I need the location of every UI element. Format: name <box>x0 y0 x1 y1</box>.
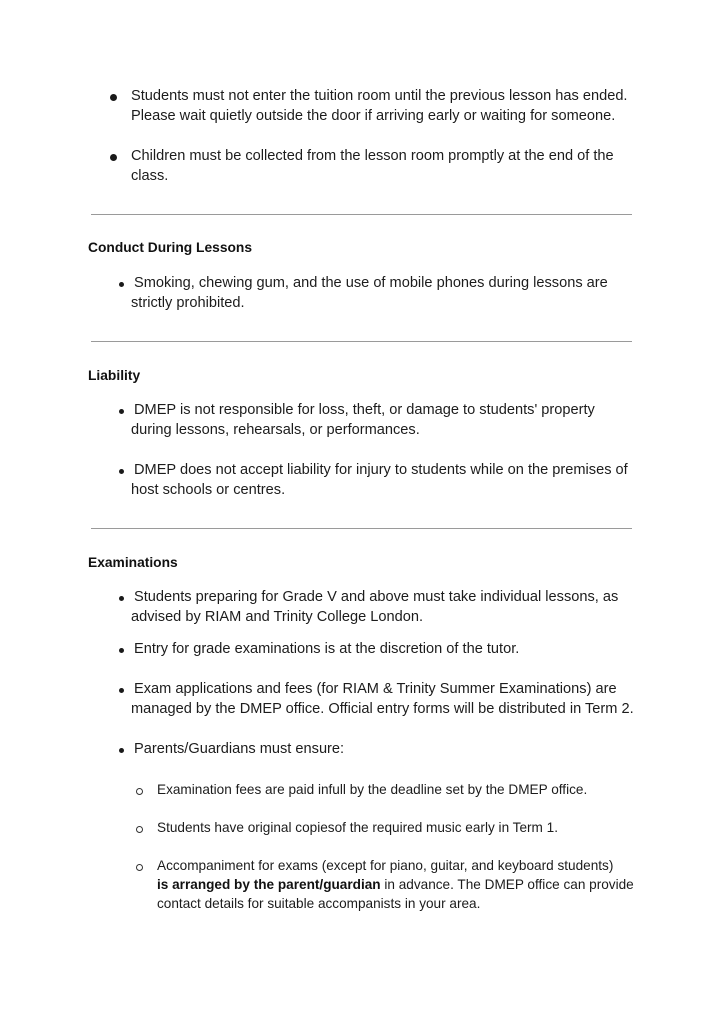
list-item-line: host schools or centres. <box>131 482 286 498</box>
bullet-disc-icon <box>110 94 117 101</box>
bullet-icon <box>119 688 124 693</box>
list-item-line: Children must be collected from the lesson room promptly at the end of the <box>131 148 614 164</box>
bullet-icon <box>119 469 124 474</box>
section-divider <box>91 528 632 529</box>
bullet-circle-icon <box>136 864 143 871</box>
list-item-line: Please wait quietly outside the door if arriving early or waiting for someone. <box>131 108 616 124</box>
bullet-circle-icon <box>136 788 143 795</box>
list-item-line: Entry for grade examinations is at the discretion of the tutor. <box>134 641 520 657</box>
list-item-line: Exam applications and fees (for RIAM & Trinity Summer Examinations) are <box>134 681 617 697</box>
list-item-line: managed by the DMEP office. Official entry forms will be distributed in Term 2. <box>131 701 634 717</box>
sublist-item-line <box>157 875 634 895</box>
list-item-line: during lessons, rehearsals, or performances. <box>131 422 420 438</box>
list-item-line: Smoking, chewing gum, and the use of mobile phones during lessons are <box>134 275 608 291</box>
bullet-icon <box>119 596 124 601</box>
section-heading: Conduct During Lessons <box>88 240 253 255</box>
bullet-icon <box>119 648 124 653</box>
list-item-line: Parents/Guardians must ensure: <box>134 741 345 757</box>
sublist-item-line: Examination fees are paid infull by the deadline set by the DMEP office. <box>157 782 588 797</box>
section-divider <box>91 214 632 215</box>
sublist-item-line: Students have original copiesof the required music early in Term 1. <box>157 820 558 835</box>
bullet-disc-icon <box>110 154 117 161</box>
list-item-line: Students must not enter the tuition room until the previous lesson has ended. <box>131 88 628 104</box>
section-heading: Liability <box>88 368 141 383</box>
list-item-line: DMEP does not accept liability for injury to students while on the premises of <box>134 462 628 478</box>
list-item-line: DMEP is not responsible for loss, theft, or damage to students' property <box>134 402 595 418</box>
list-item-line: strictly prohibited. <box>131 295 245 311</box>
sublist-item-line: Accompaniment for exams (except for piano, guitar, and keyboard students) <box>157 858 614 873</box>
list-item-line: Students preparing for Grade V and above must take individual lessons, as <box>134 589 619 605</box>
section-heading: Examinations <box>88 555 178 570</box>
emphasis-text: is arranged by the parent/guardian <box>157 877 381 892</box>
list-item-line: class. <box>131 168 169 184</box>
list-item-line: advised by RIAM and Trinity College London. <box>131 609 424 625</box>
sublist-item-line: contact details for suitable accompanists in your area. <box>157 896 481 911</box>
bullet-icon <box>119 748 124 753</box>
section-divider <box>91 341 632 342</box>
bullet-circle-icon <box>136 826 143 833</box>
bullet-icon <box>119 282 124 287</box>
sublist-item-text: in advance. The DMEP office can provide <box>380 877 634 892</box>
bullet-icon <box>119 409 124 414</box>
